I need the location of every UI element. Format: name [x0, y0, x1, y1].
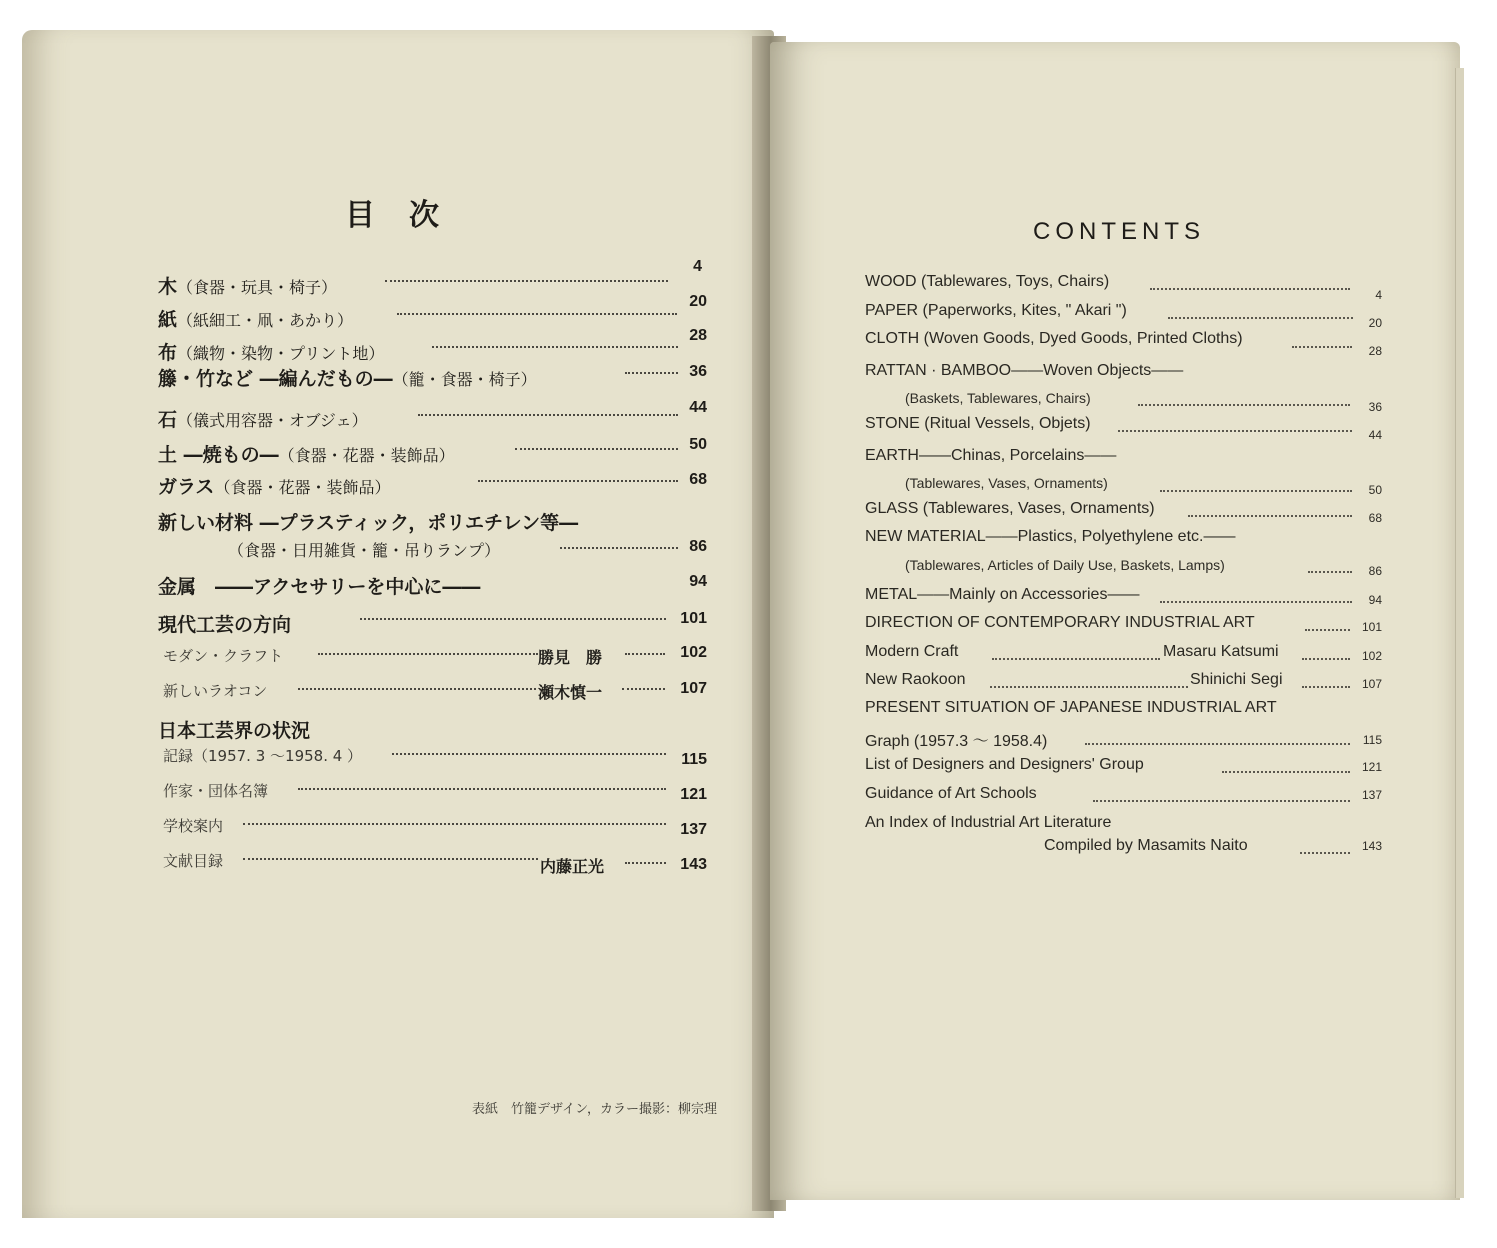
leader-dots [318, 653, 538, 655]
toc-title-en: CONTENTS [1033, 218, 1205, 245]
toc-jp-row-glass[interactable]: ガラス（食器・花器・装飾品） [158, 476, 391, 498]
leader-dots [625, 862, 666, 864]
page-number: 143 [680, 856, 707, 873]
page-number: 50 [1368, 483, 1382, 497]
page-number: 101 [680, 610, 707, 627]
leader-dots [560, 547, 678, 549]
page-number: 115 [681, 751, 707, 768]
leader-dots [360, 618, 666, 620]
leader-dots [298, 788, 666, 790]
page-number: 107 [680, 680, 707, 697]
toc-jp-row-literature[interactable]: 文献目録 [163, 852, 224, 870]
page-number: 121 [1361, 760, 1382, 774]
toc-en-row-earth[interactable]: EARTH——Chinas, Porcelains—— [865, 447, 1117, 464]
toc-en-row-wood[interactable]: WOOD (Tablewares, Toys, Chairs) [865, 273, 1110, 290]
toc-jp-row-present[interactable]: 日本工芸界の状況 [158, 720, 311, 742]
page-number: 36 [689, 363, 707, 380]
toc-jp-row-designers[interactable]: 作家・団体名簿 [163, 782, 269, 800]
leader-dots [1160, 601, 1352, 603]
toc-en-row-modern-craft[interactable]: Modern Craft [865, 643, 959, 660]
toc-jp-row-cloth[interactable]: 布（織物・染物・プリント地） [158, 342, 385, 364]
leader-dots [515, 448, 678, 450]
toc-jp-row-new-material-sub[interactable]: （食器・日用雑貨・籠・吊りランプ） [228, 541, 501, 560]
toc-en-row-new-material[interactable]: NEW MATERIAL——Plastics, Polyethylene etc.—— [865, 528, 1236, 545]
toc-jp-row-paper[interactable]: 紙（紙細工・凧・あかり） [158, 309, 354, 331]
author-name: 内藤正光 [540, 857, 605, 876]
page-number: 50 [689, 436, 707, 453]
page-number: 4 [1375, 288, 1382, 302]
leader-dots [1168, 317, 1353, 319]
leader-dots [243, 823, 666, 825]
leader-dots [478, 480, 678, 482]
page-number: 68 [1368, 511, 1382, 525]
toc-jp-row-record[interactable]: 記録（1957. 3 ～1958. 4 ） [163, 747, 363, 765]
toc-jp-row-stone[interactable]: 石（儀式用容器・オブジェ） [158, 409, 368, 431]
page-number: 68 [689, 471, 707, 488]
toc-jp-row-rattan[interactable]: 籐・竹など ―編んだもの―（籠・食器・椅子） [158, 368, 537, 390]
leader-dots [625, 653, 665, 655]
leader-dots [1093, 800, 1350, 802]
toc-en-row-new-material-sub[interactable]: (Tablewares, Articles of Daily Use, Baskets, Lamps) [905, 557, 1225, 573]
page-number: 44 [689, 399, 707, 416]
toc-jp-row-modern-craft[interactable]: モダン・クラフト [163, 647, 284, 665]
toc-en-row-rattan-sub[interactable]: (Baskets, Tablewares, Chairs) [905, 390, 1091, 406]
leader-dots [622, 688, 665, 690]
page-number: 94 [689, 573, 707, 590]
author-name: 勝見 勝 [538, 648, 603, 667]
toc-en-row-rattan[interactable]: RATTAN · BAMBOO——Woven Objects—— [865, 362, 1184, 379]
toc-jp-row-raokoon[interactable]: 新しいラオコン [163, 682, 268, 700]
page-number: 137 [1361, 788, 1382, 802]
toc-en-row-direction[interactable]: DIRECTION OF CONTEMPORARY INDUSTRIAL ART [865, 614, 1255, 631]
toc-en-row-designers[interactable]: List of Designers and Designers' Group [865, 756, 1144, 773]
toc-en-row-glass[interactable]: GLASS (Tablewares, Vases, Ornaments) [865, 500, 1155, 517]
page-number: 44 [1368, 428, 1382, 442]
page-number: 4 [693, 258, 702, 275]
leader-dots [1160, 490, 1352, 492]
page-number: 107 [1361, 677, 1382, 691]
leader-dots [992, 658, 1160, 660]
page-number: 102 [1361, 649, 1382, 663]
toc-en-row-compiled[interactable]: Compiled by Masamits Naito [1044, 837, 1248, 854]
page-number: 86 [1368, 564, 1382, 578]
toc-jp-row-new-material[interactable]: 新しい材料 ―プラスティック，ポリエチレン等― [158, 512, 579, 534]
leader-dots [385, 280, 668, 282]
page-number: 121 [680, 786, 707, 803]
cover-credit-caption: 表紙 竹籠デザイン，カラー撮影：柳宗理 [472, 1102, 718, 1117]
toc-en-row-schools[interactable]: Guidance of Art Schools [865, 785, 1037, 802]
toc-jp-row-earth[interactable]: 土 ―焼もの―（食器・花器・装飾品） [158, 444, 455, 466]
leader-dots [243, 858, 538, 860]
toc-title-jp: 目 次 [345, 198, 441, 233]
leader-dots [298, 688, 536, 690]
page-number: 101 [1361, 620, 1382, 634]
page-number: 28 [689, 327, 707, 344]
toc-en-row-earth-sub[interactable]: (Tablewares, Vases, Ornaments) [905, 475, 1108, 491]
page-number: 137 [680, 821, 707, 838]
toc-en-row-stone[interactable]: STONE (Ritual Vessels, Objets) [865, 415, 1091, 432]
leader-dots [1138, 404, 1350, 406]
toc-jp-row-direction[interactable]: 現代工芸の方向 [158, 614, 292, 636]
leader-dots [432, 346, 678, 348]
page-number: 102 [680, 644, 707, 661]
page-number: 86 [689, 538, 707, 555]
page-number: 20 [689, 293, 707, 310]
author-name: Masaru Katsumi [1163, 643, 1279, 660]
leader-dots [392, 753, 666, 755]
toc-en-row-present[interactable]: PRESENT SITUATION OF JAPANESE INDUSTRIAL ART [865, 699, 1277, 716]
leader-dots [1188, 515, 1352, 517]
page-number: 20 [1368, 316, 1382, 330]
author-name: Shinichi Segi [1190, 671, 1283, 688]
toc-jp-row-metal[interactable]: 金属 ――アクセサリーを中心に―― [158, 576, 481, 598]
toc-en-row-raokoon[interactable]: New Raokoon [865, 671, 966, 688]
leader-dots [1085, 743, 1350, 745]
page-number: 28 [1368, 344, 1382, 358]
toc-jp-row-wood[interactable]: 木（食器・玩具・椅子） [158, 276, 338, 298]
leader-dots [1222, 771, 1350, 773]
toc-en-row-metal[interactable]: METAL——Mainly on Accessories—— [865, 586, 1140, 603]
page-number: 94 [1368, 593, 1382, 607]
page-number: 115 [1362, 733, 1382, 747]
page-edge [1455, 68, 1464, 1198]
toc-en-row-cloth[interactable]: CLOTH (Woven Goods, Dyed Goods, Printed Cloths) [865, 330, 1243, 347]
toc-en-row-paper[interactable]: PAPER (Paperworks, Kites, " Akari ") [865, 302, 1127, 319]
author-name: 瀬木慎一 [538, 683, 603, 702]
leader-dots [990, 686, 1188, 688]
leader-dots [418, 414, 678, 416]
page-number: 36 [1368, 400, 1382, 414]
toc-jp-row-schools[interactable]: 学校案内 [163, 817, 224, 835]
toc-en-row-graph[interactable]: Graph (1957.3 ～ 1958.4) [865, 733, 1048, 750]
toc-en-row-literature[interactable]: An Index of Industrial Art Literature [865, 814, 1112, 831]
leader-dots [397, 313, 677, 315]
leader-dots [1150, 288, 1350, 290]
page-number: 143 [1361, 839, 1382, 853]
leader-dots [1118, 430, 1352, 432]
